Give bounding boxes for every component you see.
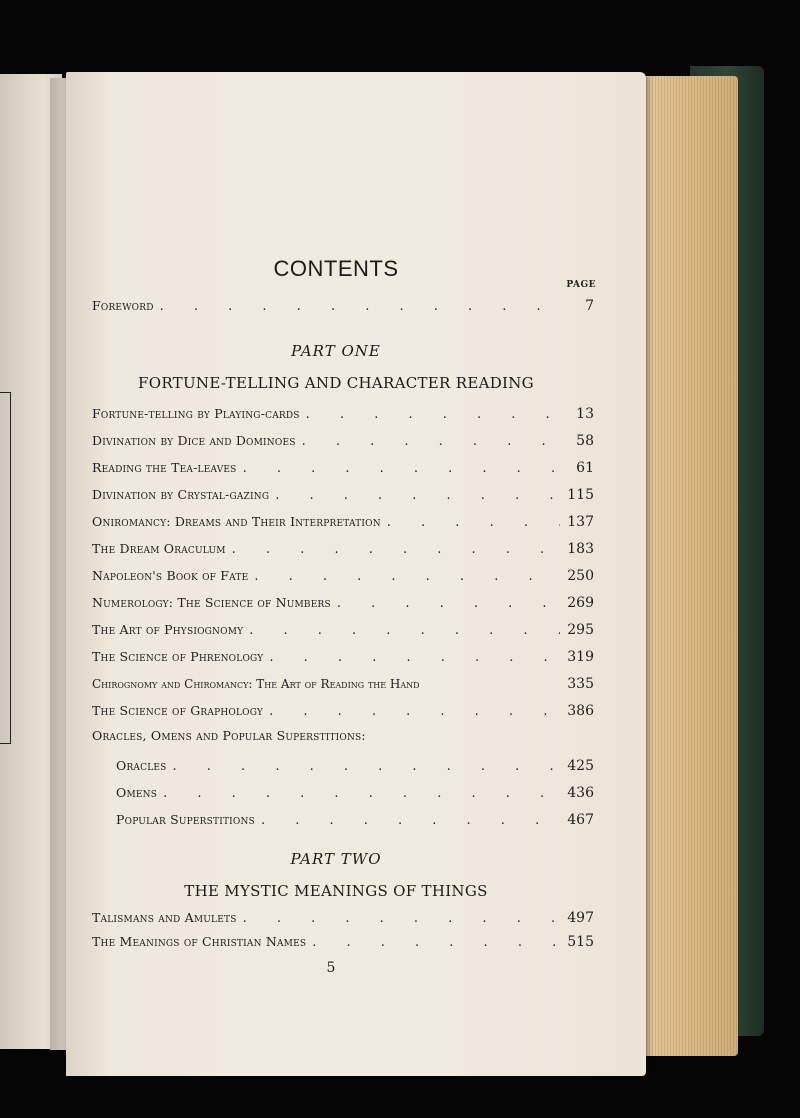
toc-entry: Chirognomy and Chiromancy: The Art of Reading the Hand 335 — [92, 676, 594, 692]
toc-entry: The Dream Oraculum . . . 183 — [92, 541, 594, 563]
toc-entry: Fortune-telling by Playing-cards . . . 13 — [92, 406, 594, 428]
leader-dots — [160, 299, 560, 314]
toc-entry-foreword — [92, 298, 594, 320]
part-two-heading: PART TWO — [290, 850, 382, 868]
toc-entry: Divination by Dice and Dominoes . . . 58 — [92, 433, 594, 455]
toc-entry-label: Foreword — [92, 298, 154, 313]
toc-entry: The Art of Physiognomy . . . 295 — [92, 622, 594, 644]
page-title: CONTENTS — [273, 256, 399, 281]
toc-entry: The Meanings of Christian Names . . . 515 — [92, 934, 594, 956]
part-one-heading: PART ONE — [291, 342, 381, 360]
toc-entry: Numerology: The Science of Numbers . . . 269 — [92, 595, 594, 617]
contents-page — [66, 72, 646, 1076]
page-edges — [640, 76, 738, 1056]
toc-entry-group-heading: Oracles, Omens and Popular Superstitions: — [92, 728, 366, 743]
toc-entry: Oniromancy: Dreams and Their Interpretation . . . 137 — [92, 514, 594, 536]
part-two-subheading: THE MYSTIC MEANINGS OF THINGS — [184, 882, 488, 900]
toc-sub-entry: Oracles . . . 425 — [116, 758, 594, 780]
part-one-subheading: FORTUNE-TELLING AND CHARACTER READING — [138, 374, 534, 392]
page-column-label: PAGE — [566, 280, 596, 290]
toc-entry: Divination by Crystal-gazing . . . 115 — [92, 487, 594, 509]
toc-entry: Napoleon's Book of Fate . . . 250 — [92, 568, 594, 590]
toc-entry: The Science of Phrenology . . . 319 — [92, 649, 594, 671]
left-page-frame — [0, 392, 11, 744]
toc-sub-entry: Omens . . . 436 — [116, 785, 594, 807]
toc-sub-entry: Popular Superstitions . . . 467 — [116, 812, 594, 834]
toc-entry: The Science of Graphology . . . 386 — [92, 703, 594, 725]
page-number: 5 — [326, 960, 336, 976]
toc-entry: Talismans and Amulets . . . 497 — [92, 910, 594, 932]
toc-entry: Reading the Tea-leaves . . . 61 — [92, 460, 594, 482]
toc-entry-page: 7 — [585, 298, 594, 314]
